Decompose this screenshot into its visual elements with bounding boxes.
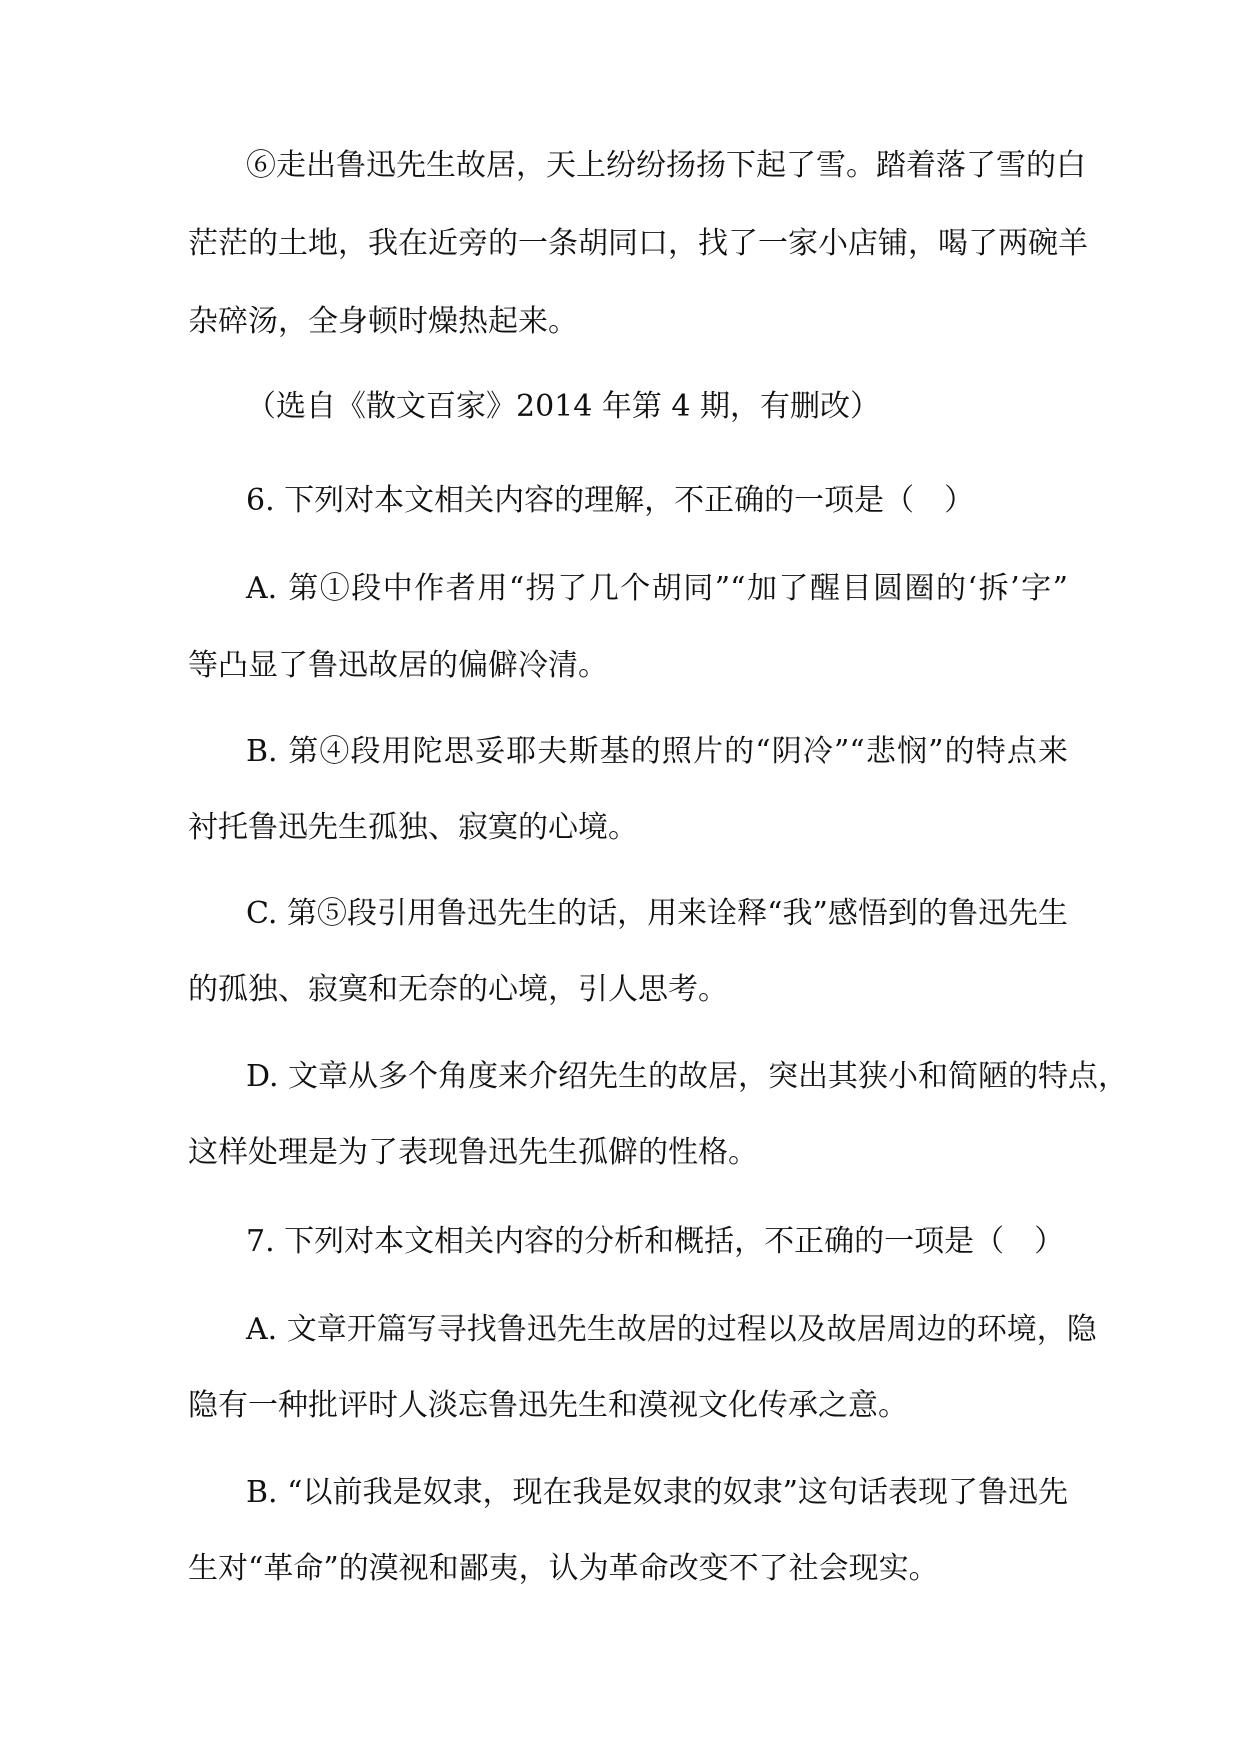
question-6-option-b-line-2: 衬托鲁迅先生孤独、寂寞的心境。 <box>188 810 638 845</box>
question-6-option-a-line-2: 等凸显了鲁迅故居的偏僻冷清。 <box>188 648 608 683</box>
question-6-option-d-line-1: D. 文章从多个角度来介绍先生的故居，突出其狭小和简陋的特点， <box>246 1059 1129 1094</box>
question-7-stem: 7. 下列对本文相关内容的分析和概括，不正确的一项是（ ） <box>246 1224 1065 1259</box>
question-6-option-c-line-2: 的孤独、寂寞和无奈的心境，引人思考。 <box>188 972 728 1007</box>
question-6-option-b-line-1: B. 第④段用陀思妥耶夫斯基的照片的“阴冷”“悲悯”的特点来 <box>246 734 1068 769</box>
paragraph-6-line-1: ⑥走出鲁迅先生故居，天上纷纷扬扬下起了雪。踏着落了雪的白 <box>246 148 1086 183</box>
question-6-stem: 6. 下列对本文相关内容的理解，不正确的一项是（ ） <box>246 483 975 518</box>
question-6-option-c-line-1: C. 第⑤段引用鲁迅先生的话，用来诠释“我”感悟到的鲁迅先生 <box>246 896 1068 931</box>
source-citation: （选自《散文百家》2014 年第 4 期，有删改） <box>246 389 881 424</box>
question-7-option-a-line-1: A. 文章开篇写寻找鲁迅先生故居的过程以及故居周边的环境，隐 <box>246 1312 1097 1347</box>
question-7-option-b-line-1: B. “以前我是奴隶，现在我是奴隶的奴隶”这句话表现了鲁迅先 <box>246 1475 1068 1510</box>
question-7-option-b-line-2: 生对“革命”的漠视和鄙夷，认为革命改变不了社会现实。 <box>188 1551 939 1586</box>
question-7-option-a-line-2: 隐有一种批评时人淡忘鲁迅先生和漠视文化传承之意。 <box>188 1388 908 1423</box>
question-6-option-d-line-2: 这样处理是为了表现鲁迅先生孤僻的性格。 <box>188 1135 758 1170</box>
paragraph-6-line-3: 杂碎汤，全身顿时燥热起来。 <box>188 304 578 339</box>
question-6-option-a-line-1: A. 第①段中作者用“拐了几个胡同”“加了醒目圆圈的‘拆’字” <box>246 571 1068 606</box>
paragraph-6-line-2: 茫茫的土地，我在近旁的一条胡同口，找了一家小店铺，喝了两碗羊 <box>188 226 1088 261</box>
